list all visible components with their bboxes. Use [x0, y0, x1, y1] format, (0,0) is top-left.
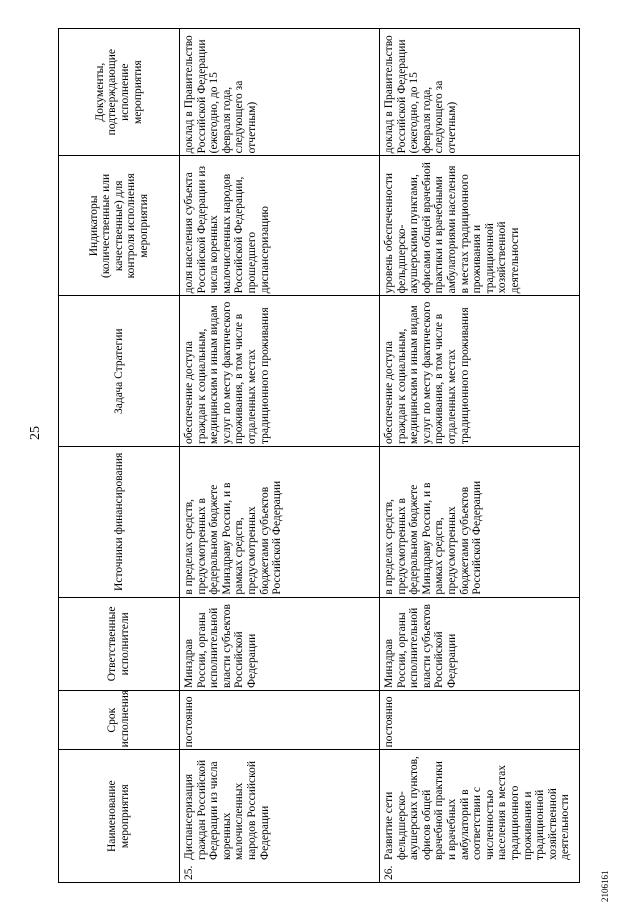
header-documents: Документы, подтверждающие исполнение мероприятия: [59, 29, 180, 156]
cell-indicators: доля населения субъекта Российской Федерации из числа коренных малочисленных народов Российской Федерации, прошедшего диспансеризацию: [180, 156, 380, 296]
cell-funding: в пределах средств, предусмотренных в федеральном бюджете Минздраву России, и в рамках средств, предусмотренных бюджетами субъектов Российской Федерации: [180, 447, 380, 598]
cell-documents: доклад в Правительство Российской Федерации (ежегодно, до 15 февраля года, следующего за отчетным): [180, 29, 380, 156]
header-indicators: Индикаторы (количественные или качественные) для контроля исполнения мероприятия: [59, 156, 180, 296]
cell-documents: доклад в Правительство Российской Федерации (ежегодно, до 15 февраля года, следующего за отчетным): [380, 29, 580, 156]
header-term: Срок исполнения: [59, 691, 180, 750]
cell-name: [180, 750, 380, 883]
cell-task: обеспечение доступа граждан к социальным, медицинским и иным видам услуг по месту фактического проживания, в том числе в отдаленных местах традиционного проживания: [380, 296, 580, 447]
cell-funding: в пределах средств, предусмотренных в федеральном бюджете Минздраву России, и в рамках средств, предусмотренных бюджетами субъектов Российской Федерации: [380, 447, 580, 598]
cell-executors: Минздрав России, органы исполнительной власти субъектов Российской Федерации: [180, 597, 380, 690]
cell-task: обеспечение доступа граждан к социальным, медицинским и иным видам услуг по месту фактического проживания, в том числе в отдаленных местах традиционного проживания: [180, 296, 380, 447]
table-header-row: [59, 29, 180, 883]
header-executors: Ответственные исполнители: [59, 597, 180, 690]
row-number: 26.: [383, 865, 395, 880]
header-name: Наименование мероприятия: [59, 750, 180, 883]
header-funding: Источники финансирования: [59, 447, 180, 598]
row-number: 25.: [183, 865, 195, 880]
document-code: 2106161: [600, 870, 610, 902]
rotated-table-wrapper: [58, 28, 583, 883]
page-number: 25: [28, 426, 43, 440]
table-row: [180, 29, 380, 883]
cell-term: постоянно: [180, 691, 380, 750]
measure-name: Диспансеризация граждан Российской Федерации из числа коренных малочисленных народов Российской Федерации: [183, 759, 271, 860]
cell-term: постоянно: [380, 691, 580, 750]
measure-name: Развитие сети фельдшерско-акушерских пунктов, офисов общей врачебной практики и врачебных амбулаторий в соответствии с численностью населения в местах традиционного проживания и традиционной хозяйственной деятельности: [383, 756, 572, 860]
table-row: [380, 29, 580, 883]
measures-table: [58, 28, 580, 883]
cell-name: [380, 750, 580, 883]
cell-indicators: уровень обеспеченности фельдшерско-акушерскими пунктами, офисами общей врачебной практики и врачебными амбулаториями населения в местах традиционного проживания и традиционной хозяйственной деятельности: [380, 156, 580, 296]
cell-executors: Минздрав России, органы исполнительной власти субъектов Российской Федерации: [380, 597, 580, 690]
header-task: Задача Стратегии: [59, 296, 180, 447]
